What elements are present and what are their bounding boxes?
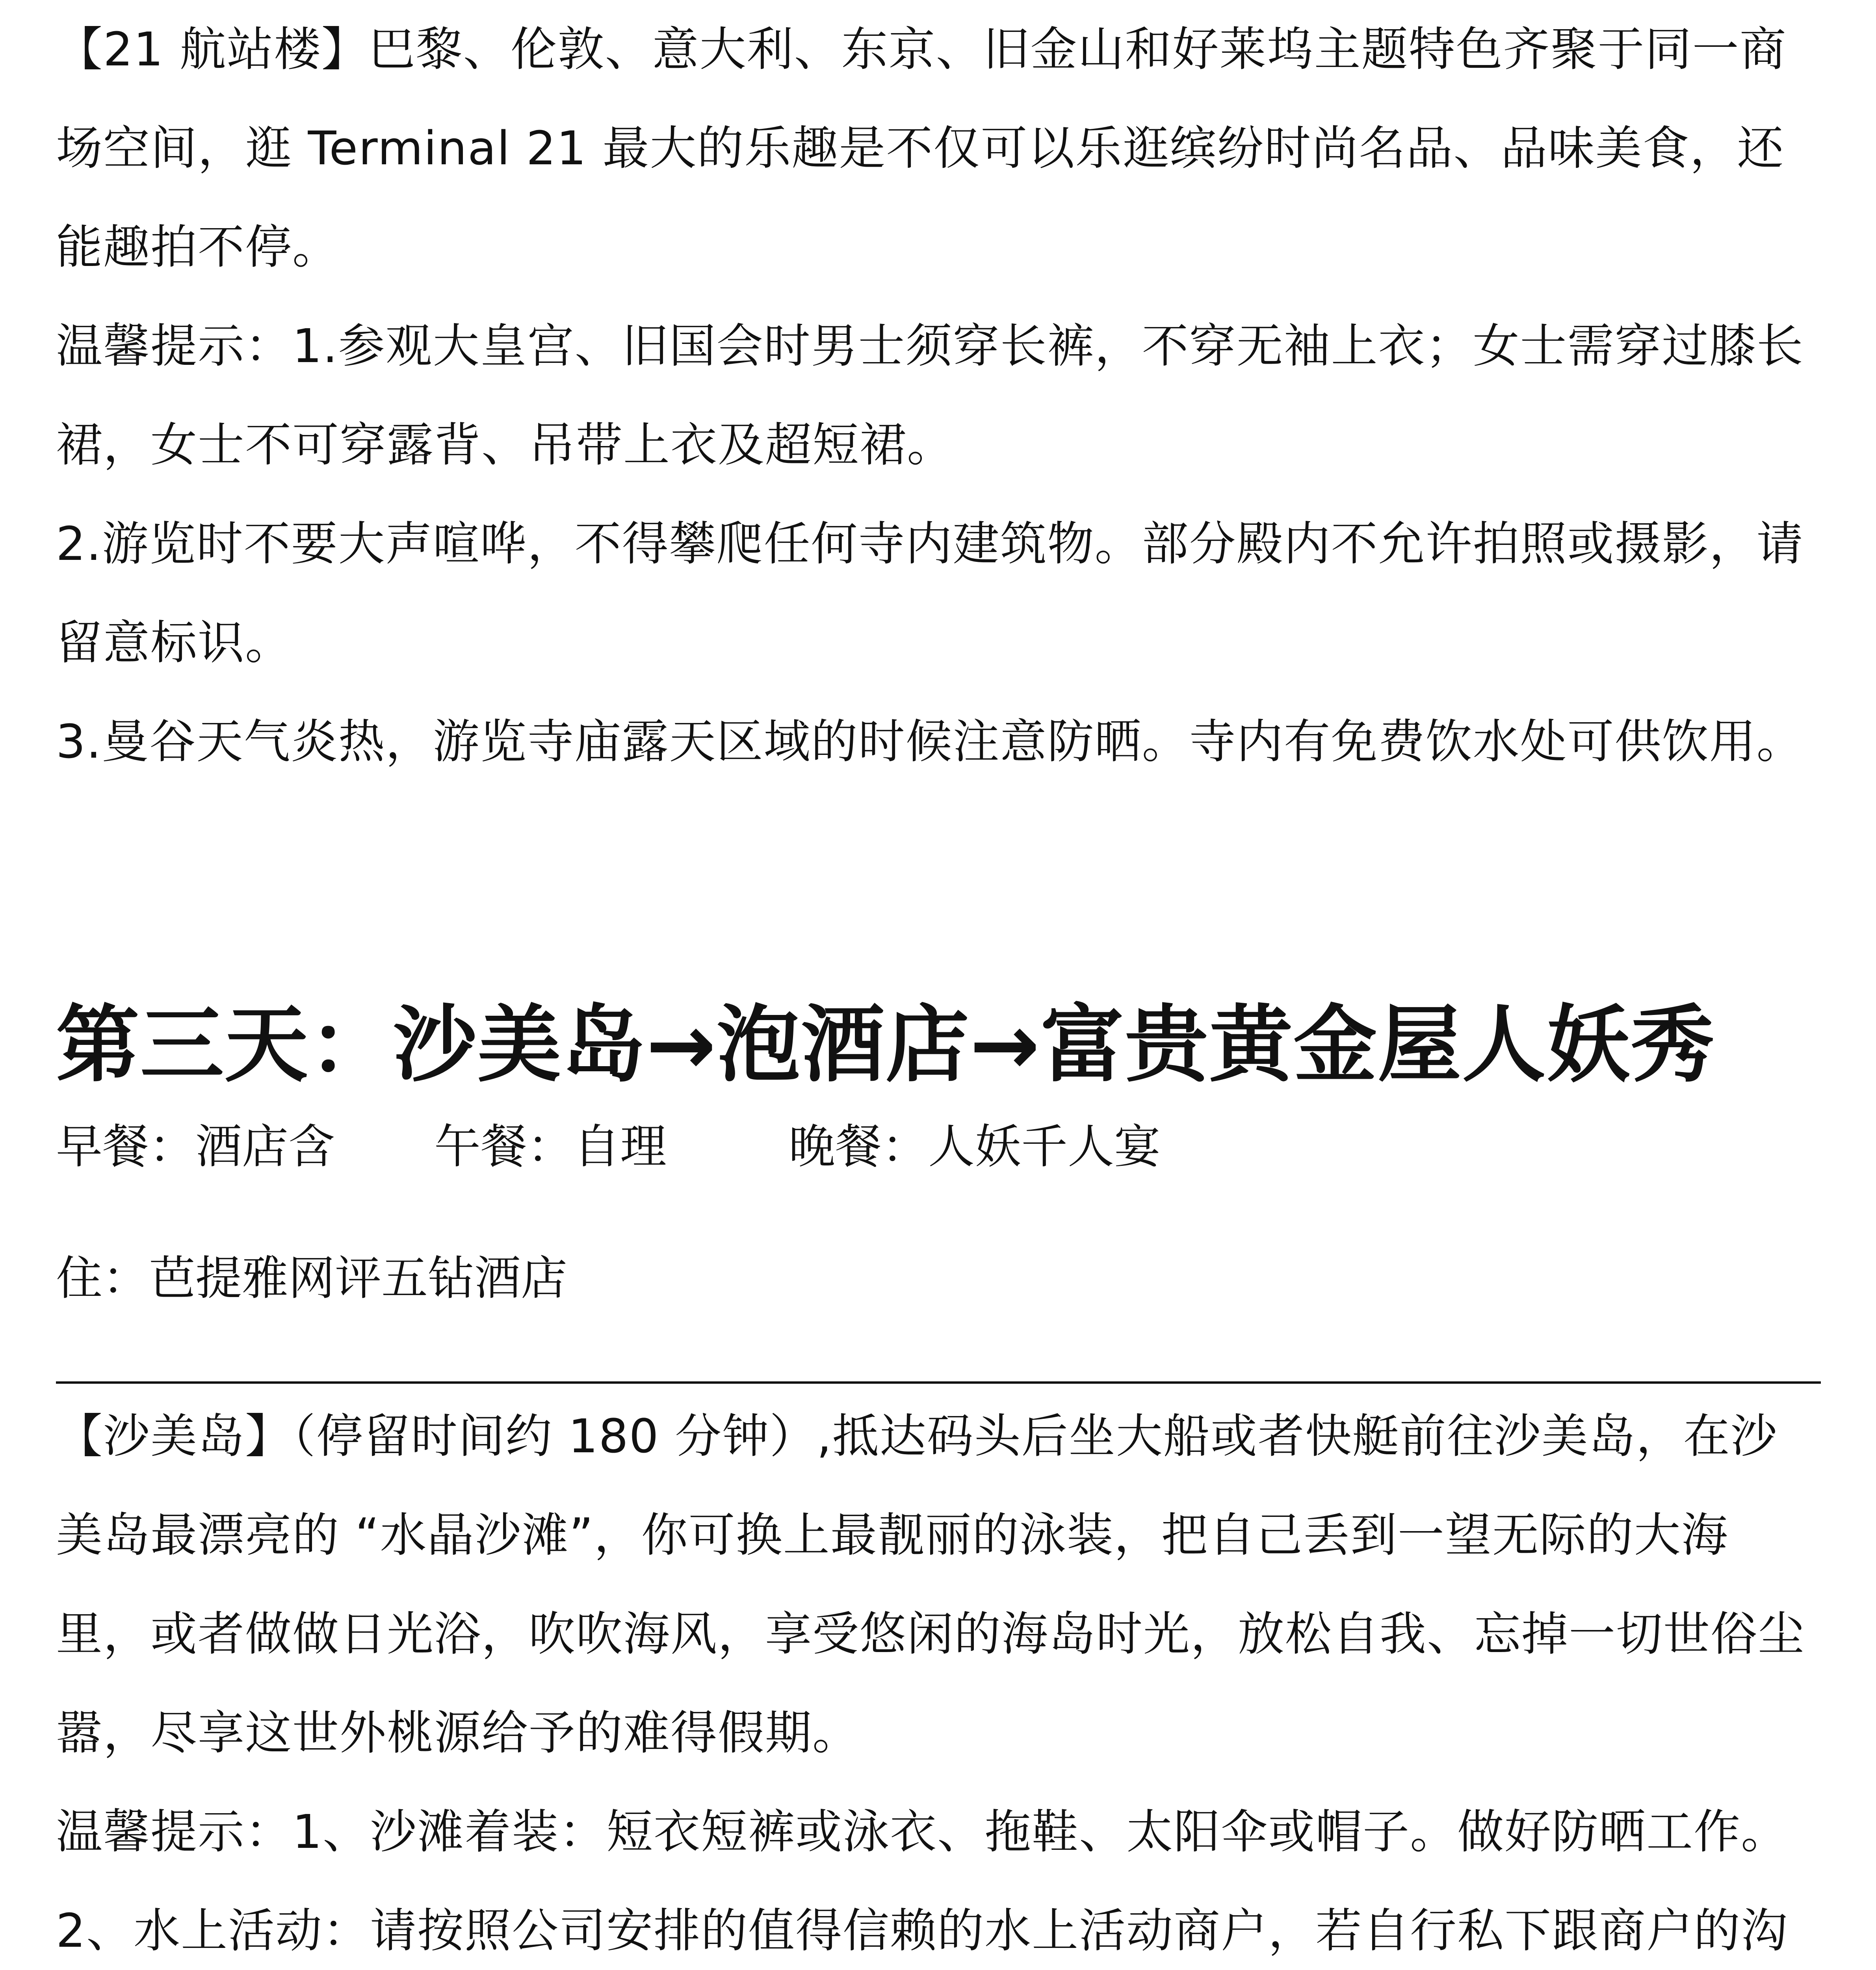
breakfast-label: 早餐：酒店含 [56, 1119, 335, 1174]
dinner-label: 晚餐：人妖千人宴 [789, 1119, 1161, 1174]
samet-paragraph: 【沙美岛】（停留时间约 180 分钟）,抵达码头后坐大船或者快艇前往沙美岛，在沙美岛最漂亮的 “水晶沙滩”，你可换上最靓丽的泳装，把自己丢到一望无际的大海里，或者做做日光浴，吹吹海风，享受悠闲的海岛时光，放松自我、忘掉一切世俗尘嚣，尽享这世外桃源给予的难得假期。 [56, 1409, 1805, 1760]
meals-line [56, 1115, 1161, 1178]
section-divider [56, 1381, 1821, 1384]
tip-paragraph-3: 3.曼谷天气炎热，游览寺庙露天区域的时候注意防晒。寺内有免费饮水处可供饮用。 [56, 714, 1804, 769]
accommodation-line: 住：芭提雅网评五钻酒店 [56, 1251, 568, 1305]
tip-paragraph-1: 温馨提示：1.参观大皇宫、旧国会时男士须穿长裤，不穿无袖上衣；女士需穿过膝长裙，女士不可穿露背、吊带上衣及超短裙。 [56, 319, 1804, 472]
samet-tip-paragraph: 温馨提示：1、沙滩着装：短衣短裤或泳衣、拖鞋、太阳伞或帽子。做好防晒工作。 2、水上活动：请按照公司安排的值得信赖的水上活动商户，若自行私下跟商户的沟 [56, 1805, 1789, 1958]
terminal21-paragraph: 【21 航站楼】巴黎、伦敦、意大利、东京、旧金山和好莱坞主题特色齐聚于同一商场空间，逛 Terminal 21 最大的乐趣是不仅可以乐逛缤纷时尚名品、品味美食，还能趣拍不停。 [56, 22, 1787, 274]
day3-heading: 第三天：沙美岛→泡酒店→富贵黄金屋人妖秀 [56, 996, 1715, 1094]
tip-paragraph-2: 2.游览时不要大声喧哗，不得攀爬任何寺内建筑物。部分殿内不允许拍照或摄影，请留意标识。 [56, 517, 1804, 670]
lunch-label: 午餐：自理 [434, 1119, 667, 1174]
